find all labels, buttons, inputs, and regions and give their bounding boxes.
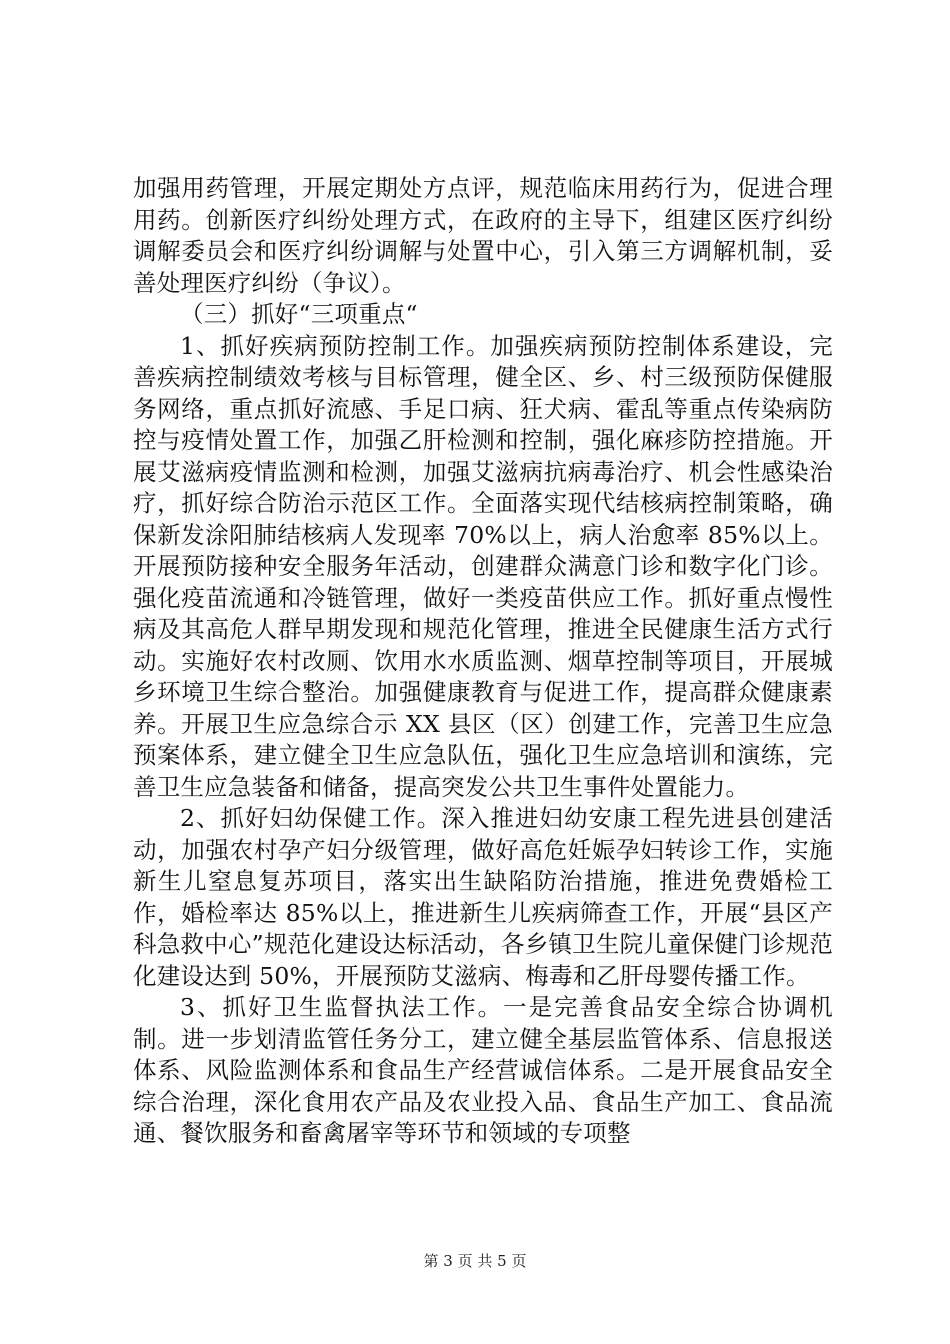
paragraph-disease-control: 1、抓好疾病预防控制工作。加强疾病预防控制体系建设，完善疾病控制绩效考核与目标管理，健全区、乡、村三级预防保健服务网络，重点抓好流感、手足口病、狂犬病、霍乱等重点传染病防控与疫情处置工作，加强乙肝检测和控制，强化麻疹防控措施。开展艾滋病疫情监测和检测，加强艾滋病抗病毒治疗、机会性感染治疗，抓好综合防治示范区工作。全面落实现代结核病控制策略，确保新发涂阳肺结核病人发现率 70%以上，病人治愈率 85%以上。开展预防接种安全服务年活动，创建群众满意门诊和数字化门诊。强化疫苗流通和冷链管理，做好一类疫苗供应工作。抓好重点慢性病及其高危人群早期发现和规范化管理，推进全民健康生活方式行动。实施好农村改厕、饮用水水质监测、烟草控制等项目，开展城乡环境卫生综合整治。加强健康教育与促进工作，提高群众健康素养。开展卫生应急综合示 XX 县区（区）创建工作，完善卫生应急预案体系，建立健全卫生应急队伍，强化卫生应急培训和演练，完善卫生应急装备和储备，提高突发公共卫生事件处置能力。 — [133, 331, 833, 801]
paragraph-maternal-child-health: 2、抓好妇幼保健工作。深入推进妇幼安康工程先进县创建活动，加强农村孕产妇分级管理，做好高危妊娠孕妇转诊工作，实施新生儿窒息复苏项目，落实出生缺陷防治措施，推进免费婚检工作，婚检率达 85%以上，推进新生儿疾病筛查工作，开展“县区产科急救中心”规范化建设达标活动，各乡镇卫生院儿童保健门诊规范化建设达到 50%，开展预防艾滋病、梅毒和乙肝母婴传播工作。 — [133, 804, 833, 990]
document-body — [133, 173, 833, 1150]
paragraph-health-supervision: 3、抓好卫生监督执法工作。一是完善食品安全综合协调机制。进一步划清监管任务分工，建立健全基层监管体系、信息报送体系、风险监测体系和食品生产经营诚信体系。二是开展食品安全综合治理，深化食用农产品及农业投入品、食品生产加工、食品流通、餐饮服务和畜禽屠宰等环节和领域的专项整 — [133, 993, 833, 1147]
page-number-footer: 第 3 页 共 5 页 — [423, 1252, 527, 1270]
section-heading: （三）抓好“三项重点“ — [180, 300, 418, 328]
paragraph-continuation: 加强用药管理，开展定期处方点评，规范临床用药行为，促进合理用药。创新医疗纠纷处理方式，在政府的主导下，组建区医疗纠纷调解委员会和医疗纠纷调解与处置中心，引入第三方调解机制，妥善处理医疗纠纷（争议）。 — [133, 174, 833, 297]
